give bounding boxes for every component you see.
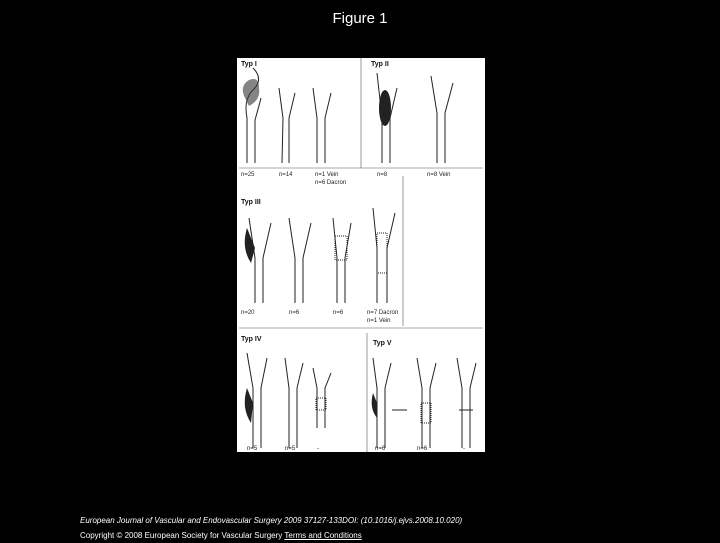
figure-title: Figure 1 xyxy=(332,10,388,27)
typ-2-count-1: n=8 xyxy=(377,172,388,178)
typ-4-label: Typ IV xyxy=(241,336,262,343)
typ-2-vessels xyxy=(377,73,453,163)
typ-4-count-1: n=5 xyxy=(247,446,258,452)
typ-5-vessels xyxy=(372,358,476,448)
typ-3-count-5: n=1 Vein xyxy=(367,318,391,324)
typ-1-count-3: n=1 Vein xyxy=(315,172,339,178)
typ-5-label: Typ V xyxy=(373,340,392,347)
typ-1-count-1: n=25 xyxy=(241,172,255,178)
typ-5-count-1: n=6 xyxy=(375,446,386,452)
copyright-line xyxy=(80,528,462,543)
typ-1-vessels xyxy=(243,68,331,163)
typ-3-count-1: n=20 xyxy=(241,310,255,316)
figure-footer xyxy=(80,513,462,543)
citation: European Journal of Vascular and Endovascular Surgery 2009 37127-133DOI: (10.1016/j.ejvs.2008.10.020) xyxy=(80,516,463,525)
typ-4-count-3: - xyxy=(317,446,319,452)
typ-1-count-2: n=14 xyxy=(279,172,293,178)
typ-4-count-2: n=5 xyxy=(285,446,296,452)
typ-3-count-2: n=6 xyxy=(289,310,300,316)
figure-image xyxy=(237,58,485,452)
typ-1-label: Typ I xyxy=(241,61,257,68)
typ-3-label: Typ III xyxy=(241,199,261,206)
typ-3-count-4: n=7 Dacron xyxy=(367,310,399,316)
typ-4-vessels xyxy=(245,353,331,448)
typ-5-count-2: n=6 xyxy=(417,446,428,452)
typ-2-count-2: n=8 Vein xyxy=(427,172,451,178)
typ-2-label: Typ II xyxy=(371,61,389,68)
typ-1-count-4: n=6 Dacron xyxy=(315,180,347,186)
typ-3-count-3: n=6 xyxy=(333,310,344,316)
typ-3-vessels xyxy=(245,208,395,303)
terms-link[interactable]: Terms and Conditions xyxy=(284,531,362,540)
copyright-text: Copyright © 2008 European Society for Vascular Surgery xyxy=(80,531,283,540)
carotid-diagram xyxy=(237,58,485,452)
typ-5-count-3: - xyxy=(463,446,465,452)
